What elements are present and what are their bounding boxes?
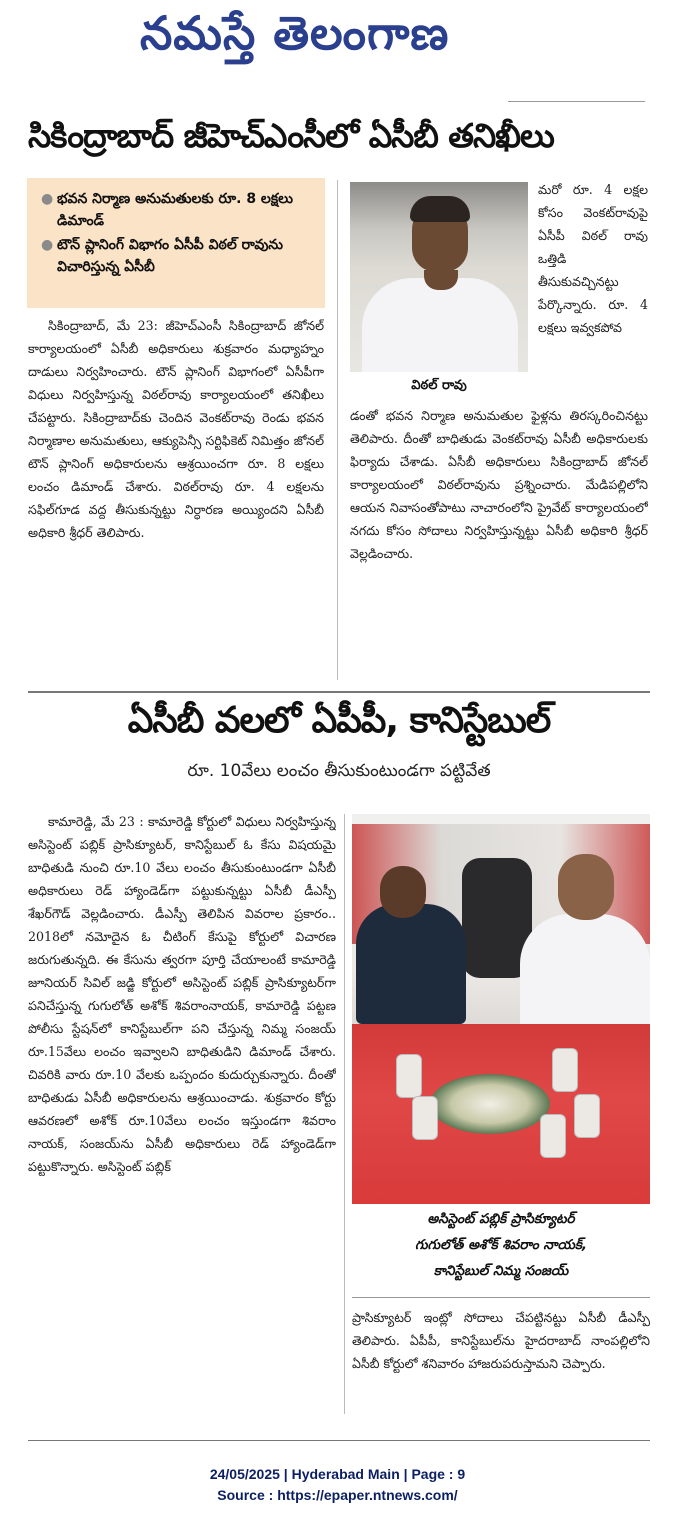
- footer-source-link[interactable]: Source : https://epaper.ntnews.com/: [217, 1487, 458, 1503]
- highlight-text: భవన నిర్మాణ అనుమతులకు రూ. 8 లక్షలు డిమాండ్: [57, 191, 293, 229]
- newspaper-masthead: నమస్తే తెలంగాణ: [140, 6, 450, 60]
- article1-body-right-narrow: మరో రూ. 4 లక్షల కోసం వెంకట్‌రావుపై ఏసీపీ విఠల్ రావు ఒత్తిడి తీసుకువచ్చినట్టు పేర్కొన్నారు. రూ. 4 లక్షలు ఇవ్వకపోవ: [538, 182, 648, 335]
- article1-photo: [350, 182, 528, 372]
- article2-body-right: ప్రాసిక్యూటర్ ఇంట్లో సోదాలు చేపట్టినట్టు ఏసీబీ డీఎస్పీ తెలిపారు. ఏపీపీ, కానిస్టేబుల్‌ను హైదరాబాద్ నాంపల్లిలోని ఏసీబీ కోర్టులో శనివారం హాజరుపరుస్తామని చెప్పారు.: [352, 1310, 650, 1371]
- column-divider: [344, 814, 345, 1414]
- footer-divider: [28, 1440, 650, 1441]
- article2-photo: [352, 814, 650, 1204]
- article1-photo-caption: విఠల్ రావు: [411, 378, 467, 393]
- caption-line: గుగులోత్ అశోక్ శివరాం నాయక్,: [414, 1237, 587, 1253]
- footer-edition-info: 24/05/2025 | Hyderabad Main | Page : 9: [209, 1466, 466, 1482]
- highlight-text: టౌన్ ప్లానింగ్ విభాగం ఏసీపీ విఠల్ రావును విచారిస్తున్న ఏసీబీ: [57, 237, 283, 275]
- caption-rule: [352, 1297, 650, 1298]
- article2-subheadline: రూ. 10వేలు లంచం తీసుకుంటుండగా పట్టివేత: [187, 761, 491, 781]
- article2-body-left: కామారెడ్డి, మే 23 : కామారెడ్డి కోర్టులో విధులు నిర్వహిస్తున్న అసిస్టెంట్ పబ్లిక్ ప్రాసిక్యూటర్, కానిస్టేబుల్ ఓ కేసు విషయమై బాధితుడి నుంచి రూ.10 వేలు లంచం తీసుకుంటుండగా ఏసీబీ అధికారులు రెడ్ హ్యాండెడ్‌గా పట్టుకున్నట్టు ఏసీబీ డీఎస్పీ శేఖర్‌గౌడ్ వెల్లడించారు. డీఎస్పీ తెలిపిన వివరాల ప్రకారం.. 2018లో నమోదైన ఓ చీటింగ్ కేసుపై కోర్టులో విచారణ జరుగుతున్నది. ఈ కేసును త్వరగా పూర్తి చేయాలంటే కామారెడ్డి జూనియర్ సివిల్ జడ్జి కోర్టులో అసిస్టెంట్ పబ్లిక్ ప్రాసిక్యూటర్‌గా పనిచేస్తున్న గుగులోత్ అశోక్ శివరాంనాయక్, కామారెడ్డి పట్టణ పోలీసు స్టేషన్‌లో కానిస్టేబుల్‌గా పని చేస్తున్న నిమ్మ సంజయ్ రూ.15వేలు లంచం ఇవ్వాలని బాధితుడిని డిమాండ్ చేశారు. చివరికి వారు రూ.10 వేలకు ఒప్పందం కుదుర్చుకున్నారు. దీంతో బాధితుడు ఏసీబీ అధికారులను ఆశ్రయించాడు. శుక్రవారం కోర్టు ఆవరణలో అశోక్ రూ.10వేలు లంచం ఇస్తుండగా శివరాం నాయక్, సంజయ్‌ను ఏసీబీ అధికారులు రెడ్ హ్యాండెడ్‌గా పట్టుకొన్నారు. అసిస్టెంట్ పబ్లిక్: [28, 814, 336, 1174]
- highlight-item: [41, 188, 315, 232]
- bullet-icon: ●: [41, 237, 54, 253]
- caption-line: అసిస్టెంట్ పబ్లిక్ ప్రాసిక్యూటర్: [427, 1211, 575, 1227]
- article1-highlights-box: [27, 178, 325, 308]
- article1-headline: సికింద్రాబాద్ జీహెచ్ఎంసీలో ఏసీబీ తనిఖీలు: [28, 116, 554, 155]
- article1-body-left: సికింద్రాబాద్, మే 23: జీహెచ్ఎంసీ సికింద్రాబాద్ జోనల్ కార్యాలయంలో ఏసీబీ అధికారులు శుక్రవారం మధ్యాహ్నం దాడులు నిర్వహించారు. టౌన్ ప్లానింగ్ విభాగంలో ఏసీపీగా విధులు నిర్వహిస్తున్న విఠల్‌రావు కార్యాలయంలో తనిఖీలు చేపట్టారు. సికింద్రాబాద్‌కు చెందిన వెంకట్‌రావు రెండు భవన నిర్మాణాల అనుమతులు, ఆక్యుపెన్సీ సర్టిఫికెట్ నిమిత్తం జోనల్ టౌన్ ప్లానింగ్ అధికారులను ఆశ్రయించగా రూ. 8 లక్షలు లంచం డిమాండ్ చేశారు. విఠల్‌రావు రూ. 4 లక్షలను సఫిల్‌గూడ వద్ద తీసుకున్నట్టు నిర్ధారణ అయ్యిందని ఏసీబీ అధికారి శ్రీధర్ తెలిపారు.: [28, 318, 324, 540]
- masthead-rule: [508, 101, 645, 102]
- column-divider: [337, 180, 338, 680]
- bullet-icon: ●: [41, 191, 54, 207]
- page-footer: [0, 1464, 675, 1506]
- article-divider: [28, 691, 650, 693]
- article1-body-right-wide: డంతో భవన నిర్మాణ అనుమతుల ఫైళ్లను తిరస్కరించినట్టు తెలిపారు. దీంతో బాధితుడు వెంకట్‌రావు ఏసీబీ అధికారులకు ఫిర్యాదు చేశాడు. ఏసీబీ అధికారులు సికింద్రాబాద్ జోనల్ కార్యాలయంలో విఠల్‌రావును ప్రశ్నించారు. మేడిపల్లిలోని ఆయన నివాసంతోపాటు నాచారంలోని ప్రైవేట్ కార్యాలయంలో నగదు కోసం సోదాలు నిర్వహిస్తున్నట్టు ఏసీబీ అధికారి శ్రీధర్ వెల్లడించారు.: [350, 408, 648, 561]
- highlight-item: [41, 234, 315, 278]
- article2-photo-caption: [352, 1206, 650, 1284]
- caption-line: కానిస్టేబుల్ నిమ్మ సంజయ్: [433, 1263, 569, 1279]
- article2-headline: ఏసీబీ వలలో ఏపీపీ, కానిస్టేబుల్: [127, 700, 551, 741]
